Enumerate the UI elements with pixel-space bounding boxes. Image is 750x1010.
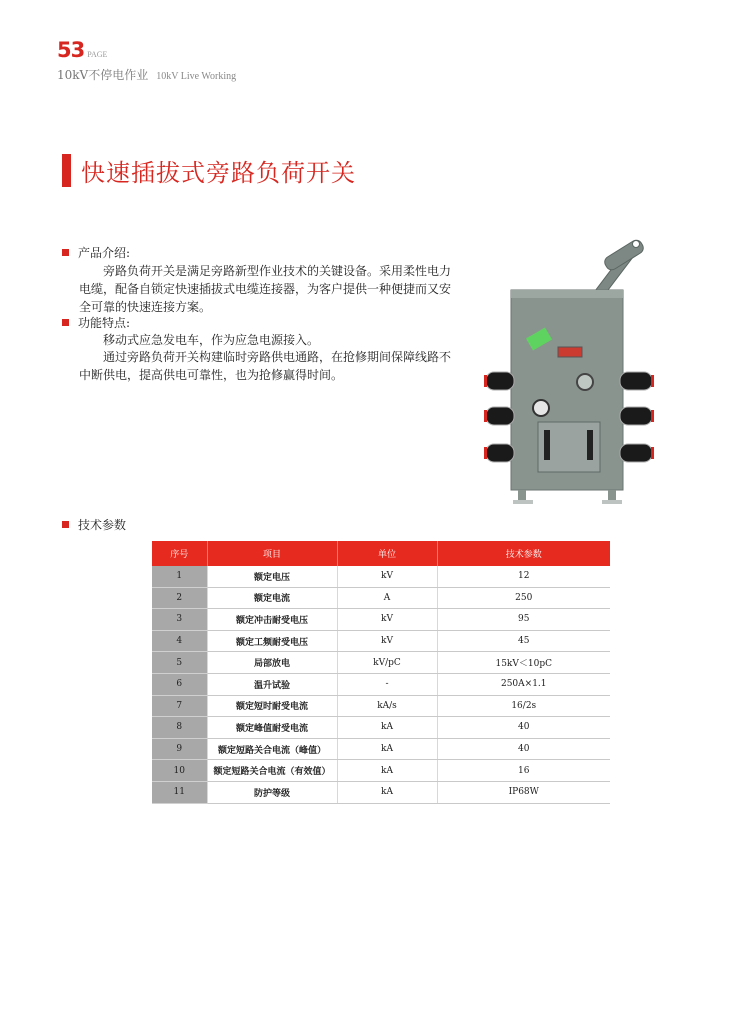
- row-unit: A: [337, 587, 437, 609]
- tech-heading: [62, 516, 126, 533]
- row-unit: kA: [337, 781, 437, 803]
- row-index: 10: [152, 760, 207, 782]
- table-row: [152, 717, 610, 739]
- row-item: 额定电压: [207, 566, 337, 587]
- bullet-square-icon: [62, 249, 69, 256]
- table-row: [152, 760, 610, 782]
- row-index: 4: [152, 630, 207, 652]
- row-unit: kA: [337, 760, 437, 782]
- row-item: 防护等级: [207, 781, 337, 803]
- col-header-index: 序号: [152, 541, 207, 566]
- row-item: 额定短时耐受电流: [207, 695, 337, 717]
- row-value: 12: [437, 566, 610, 587]
- features-paragraph-1: 移动式应急发电车，作为应急电源接入。: [103, 333, 320, 347]
- table-header-row: [152, 541, 610, 566]
- intro-text: 旁路负荷开关是满足旁路新型作业技术的关键设备。采用柔性电力电缆，配备自锁定快速插拔式电缆连接器，为客户提供一种便捷而又安全可靠的快速连接方案。: [79, 264, 452, 314]
- row-item: 额定短路关合电流（有效值）: [207, 760, 337, 782]
- row-item: 额定短路关合电流（峰值）: [207, 738, 337, 760]
- bullet-square-icon: [62, 319, 69, 326]
- row-item: 额定冲击耐受电压: [207, 609, 337, 631]
- row-unit: -: [337, 673, 437, 695]
- row-unit: kA: [337, 738, 437, 760]
- row-item: 额定电流: [207, 587, 337, 609]
- row-unit: kV: [337, 609, 437, 631]
- page-number-value: 53: [57, 38, 85, 62]
- row-index: 7: [152, 695, 207, 717]
- row-unit: kV: [337, 566, 437, 587]
- features-paragraph-2: 通过旁路负荷开关构建临时旁路供电通路，在抢修期间保障线路不中断供电，提高供电可靠性，也为抢修赢得时间。: [79, 350, 452, 382]
- section-header: [57, 66, 236, 83]
- row-unit: kA/s: [337, 695, 437, 717]
- table-row: [152, 781, 610, 803]
- col-header-unit: 单位: [337, 541, 437, 566]
- row-value: 16/2s: [437, 695, 610, 717]
- row-value: 45: [437, 630, 610, 652]
- features-heading-label: 功能特点:: [78, 316, 131, 330]
- tech-params-table: [152, 541, 610, 804]
- col-header-value: 技术参数: [437, 541, 610, 566]
- row-value: 250A×1.1: [437, 673, 610, 695]
- table-row: [152, 566, 610, 587]
- row-item: 额定工频耐受电压: [207, 630, 337, 652]
- table-row: [152, 609, 610, 631]
- row-item: 温升试验: [207, 673, 337, 695]
- row-value: IP68W: [437, 781, 610, 803]
- table-row: [152, 587, 610, 609]
- row-index: 3: [152, 609, 207, 631]
- page-number: [57, 38, 107, 62]
- product-photo: [468, 232, 676, 512]
- row-value: 16: [437, 760, 610, 782]
- row-index: 11: [152, 781, 207, 803]
- row-unit: kV/pC: [337, 652, 437, 674]
- row-index: 8: [152, 717, 207, 739]
- intro-heading: [62, 244, 130, 261]
- page-title-block: [62, 153, 356, 188]
- page-label: PAGE: [87, 50, 108, 59]
- table-row: [152, 652, 610, 674]
- col-header-item: 项目: [207, 541, 337, 566]
- row-unit: kA: [337, 717, 437, 739]
- intro-heading-label: 产品介绍:: [78, 246, 131, 260]
- table-row: [152, 630, 610, 652]
- tech-heading-label: 技术参数: [78, 518, 127, 532]
- row-value: 95: [437, 609, 610, 631]
- row-index: 5: [152, 652, 207, 674]
- table-row: [152, 738, 610, 760]
- section-title-en: 10kV Live Working: [156, 71, 237, 82]
- row-item: 局部放电: [207, 652, 337, 674]
- row-unit: kV: [337, 630, 437, 652]
- bullet-square-icon: [62, 521, 69, 528]
- section-title-cn: 10kV不停电作业: [57, 68, 149, 82]
- page-title: 快速插拔式旁路负荷开关: [81, 159, 356, 187]
- title-accent-bar: [62, 154, 71, 187]
- row-value: 40: [437, 738, 610, 760]
- row-index: 6: [152, 673, 207, 695]
- row-value: 40: [437, 717, 610, 739]
- table-row: [152, 673, 610, 695]
- row-index: 2: [152, 587, 207, 609]
- row-value: 250: [437, 587, 610, 609]
- table-row: [152, 695, 610, 717]
- row-index: 9: [152, 738, 207, 760]
- row-value: 15kV＜10pC: [437, 652, 610, 674]
- table-body: [152, 566, 610, 803]
- features-heading: [62, 314, 130, 331]
- row-item: 额定峰值耐受电流: [207, 717, 337, 739]
- row-index: 1: [152, 566, 207, 587]
